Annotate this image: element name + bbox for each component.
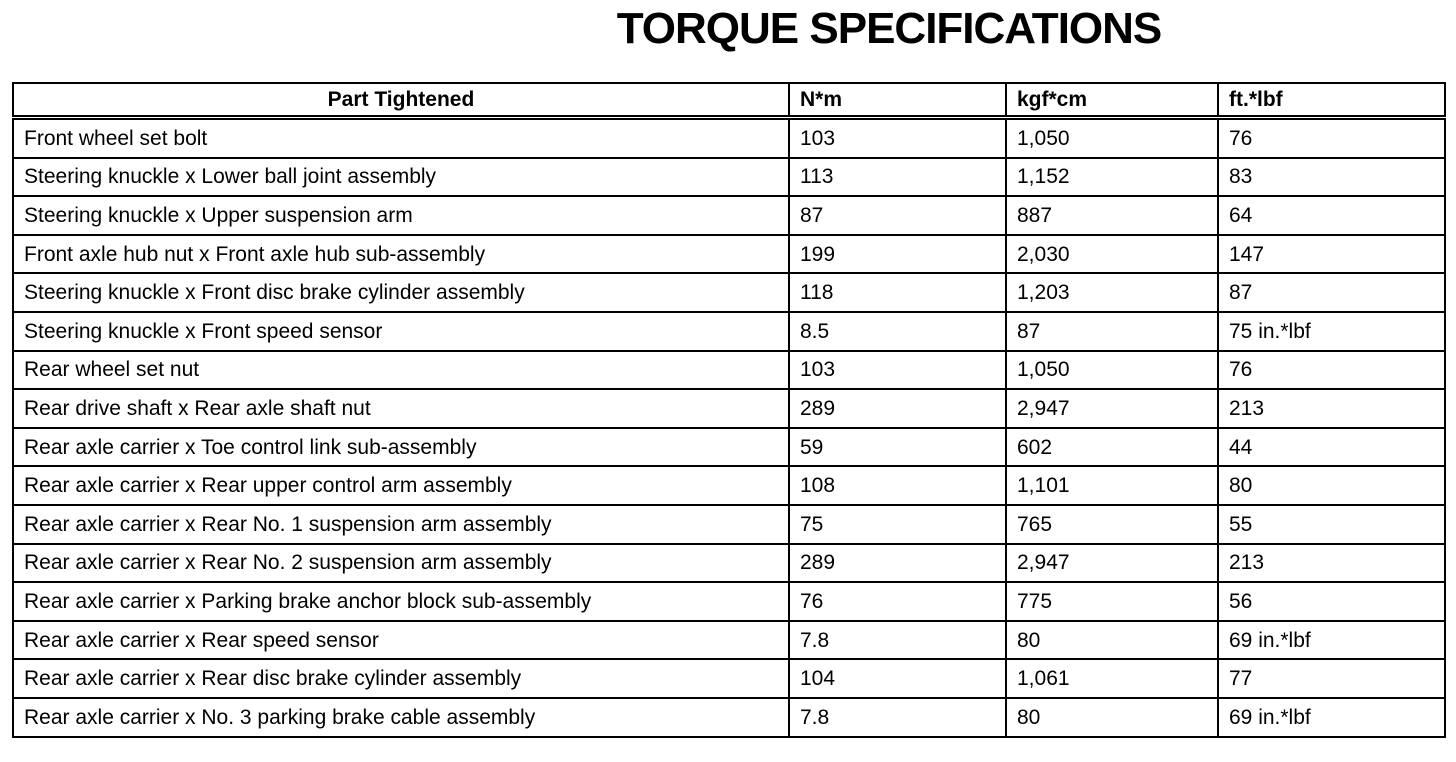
ftlbf-cell: 56 <box>1218 582 1445 621</box>
part-cell: Front axle hub nut x Front axle hub sub-assembly <box>13 235 789 274</box>
table-row <box>13 351 1445 390</box>
kgfcm-cell: 1,203 <box>1006 273 1218 312</box>
part-cell: Rear wheel set nut <box>13 351 789 390</box>
table-row <box>13 312 1445 351</box>
ftlbf-cell: 69 in.*lbf <box>1218 698 1445 737</box>
kgfcm-cell: 1,152 <box>1006 158 1218 197</box>
nm-cell: 199 <box>789 235 1006 274</box>
nm-cell: 87 <box>789 196 1006 235</box>
table-row <box>13 196 1445 235</box>
col-header-part-tightened: Part Tightened <box>13 83 789 118</box>
kgfcm-cell: 80 <box>1006 621 1218 660</box>
nm-cell: 289 <box>789 544 1006 583</box>
nm-cell: 76 <box>789 582 1006 621</box>
table-row <box>13 158 1445 197</box>
nm-cell: 103 <box>789 351 1006 390</box>
nm-cell: 75 <box>789 505 1006 544</box>
part-cell: Steering knuckle x Upper suspension arm <box>13 196 789 235</box>
page-title: TORQUE SPECIFICATIONS <box>616 4 1162 53</box>
part-cell: Rear axle carrier x Rear No. 1 suspension arm assembly <box>13 505 789 544</box>
nm-cell: 289 <box>789 389 1006 428</box>
torque-specifications-table <box>12 82 1446 738</box>
kgfcm-cell: 1,101 <box>1006 466 1218 505</box>
nm-cell: 113 <box>789 158 1006 197</box>
ftlbf-cell: 213 <box>1218 389 1445 428</box>
table-row <box>13 621 1445 660</box>
nm-cell: 103 <box>789 118 1006 158</box>
part-cell: Steering knuckle x Lower ball joint assembly <box>13 158 789 197</box>
nm-cell: 8.5 <box>789 312 1006 351</box>
ftlbf-cell: 83 <box>1218 158 1445 197</box>
nm-cell: 59 <box>789 428 1006 467</box>
ftlbf-cell: 76 <box>1218 351 1445 390</box>
part-cell: Rear axle carrier x Toe control link sub-assembly <box>13 428 789 467</box>
table-row <box>13 659 1445 698</box>
table-row <box>13 118 1445 158</box>
nm-cell: 7.8 <box>789 621 1006 660</box>
kgfcm-cell: 602 <box>1006 428 1218 467</box>
nm-cell: 104 <box>789 659 1006 698</box>
table-row <box>13 582 1445 621</box>
part-cell: Rear axle carrier x Rear No. 2 suspension arm assembly <box>13 544 789 583</box>
kgfcm-cell: 87 <box>1006 312 1218 351</box>
kgfcm-cell: 1,050 <box>1006 351 1218 390</box>
kgfcm-cell: 887 <box>1006 196 1218 235</box>
part-cell: Rear axle carrier x Rear speed sensor <box>13 621 789 660</box>
ftlbf-cell: 147 <box>1218 235 1445 274</box>
kgfcm-cell: 80 <box>1006 698 1218 737</box>
col-header-nm: N*m <box>789 83 1006 118</box>
kgfcm-cell: 765 <box>1006 505 1218 544</box>
header-row <box>13 83 1445 118</box>
kgfcm-cell: 2,947 <box>1006 544 1218 583</box>
part-cell: Rear drive shaft x Rear axle shaft nut <box>13 389 789 428</box>
nm-cell: 108 <box>789 466 1006 505</box>
ftlbf-cell: 76 <box>1218 118 1445 158</box>
kgfcm-cell: 1,061 <box>1006 659 1218 698</box>
ftlbf-cell: 55 <box>1218 505 1445 544</box>
nm-cell: 118 <box>789 273 1006 312</box>
table-row <box>13 544 1445 583</box>
nm-cell: 7.8 <box>789 698 1006 737</box>
part-cell: Rear axle carrier x Rear upper control arm assembly <box>13 466 789 505</box>
part-cell: Rear axle carrier x Rear disc brake cylinder assembly <box>13 659 789 698</box>
col-header-kgfcm: kgf*cm <box>1006 83 1218 118</box>
ftlbf-cell: 69 in.*lbf <box>1218 621 1445 660</box>
ftlbf-cell: 75 in.*lbf <box>1218 312 1445 351</box>
kgfcm-cell: 2,947 <box>1006 389 1218 428</box>
table-row <box>13 273 1445 312</box>
part-cell: Front wheel set bolt <box>13 118 789 158</box>
col-header-ftlbf: ft.*lbf <box>1218 83 1445 118</box>
ftlbf-cell: 80 <box>1218 466 1445 505</box>
table-row <box>13 505 1445 544</box>
ftlbf-cell: 77 <box>1218 659 1445 698</box>
part-cell: Steering knuckle x Front speed sensor <box>13 312 789 351</box>
table-row <box>13 389 1445 428</box>
ftlbf-cell: 44 <box>1218 428 1445 467</box>
part-cell: Rear axle carrier x No. 3 parking brake cable assembly <box>13 698 789 737</box>
part-cell: Steering knuckle x Front disc brake cylinder assembly <box>13 273 789 312</box>
kgfcm-cell: 775 <box>1006 582 1218 621</box>
table-row <box>13 698 1445 737</box>
part-cell: Rear axle carrier x Parking brake anchor block sub-assembly <box>13 582 789 621</box>
ftlbf-cell: 87 <box>1218 273 1445 312</box>
table-row <box>13 235 1445 274</box>
kgfcm-cell: 1,050 <box>1006 118 1218 158</box>
ftlbf-cell: 213 <box>1218 544 1445 583</box>
table-row <box>13 466 1445 505</box>
ftlbf-cell: 64 <box>1218 196 1445 235</box>
table-row <box>13 428 1445 467</box>
kgfcm-cell: 2,030 <box>1006 235 1218 274</box>
